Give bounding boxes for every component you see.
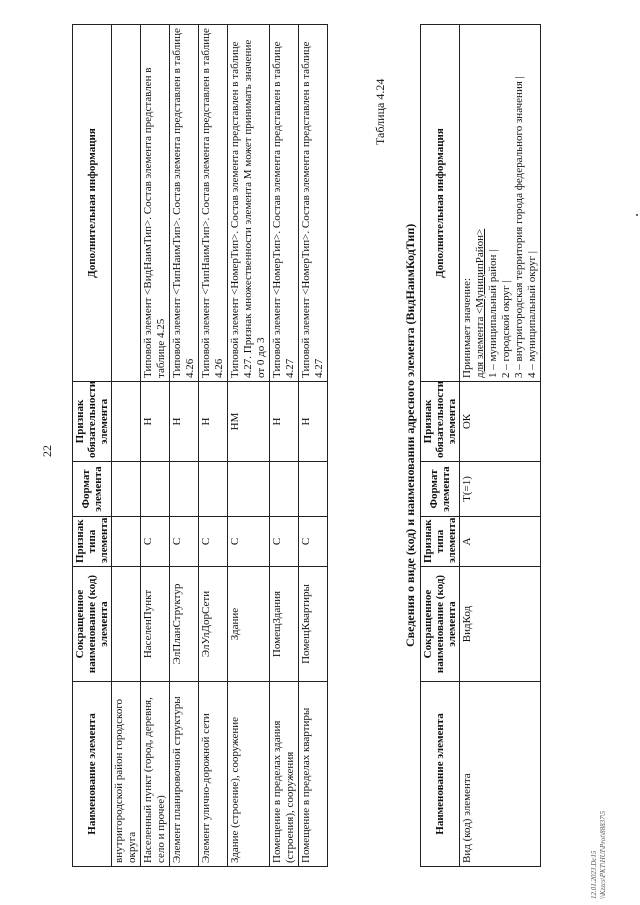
section-title: Сведения о виде (код) и наименовании адресного элемента (ВидНаимКодТип) [403, 223, 417, 647]
table-view-name-code [420, 24, 541, 867]
cell-code: ЭлПланСтруктур [170, 567, 199, 682]
cell-required: Н [141, 382, 170, 462]
cell-info: Типовой элемент <НомерТип>. Состав элемента представлен в таблице 4.27 [270, 25, 299, 382]
col-header-type: Признак типа элемента [73, 517, 112, 567]
cell-info [460, 25, 541, 382]
col-header-info: Дополнительная информация [421, 25, 460, 382]
cell-format [112, 462, 141, 517]
cell-type: С [299, 517, 328, 567]
cell-required: ОК [460, 382, 541, 462]
col-header-required: Признак обязательности элемента [73, 382, 112, 462]
cell-code: ВидКод [460, 567, 541, 682]
table-header-row [421, 25, 460, 867]
cell-name: Помещение в пределах квартиры [299, 682, 328, 867]
cell-format [270, 462, 299, 517]
table-header-row [73, 25, 112, 867]
cell-name: внутригородской район городского округа [112, 682, 141, 867]
cell-type: А [460, 517, 541, 567]
table-label: Таблица 4.24 [373, 78, 387, 145]
cell-type: С [199, 517, 228, 567]
cell-code [112, 567, 141, 682]
cell-info: Типовой элемент <ВидНаимТип>. Состав элемента представлен в таблице 4.25 [141, 25, 170, 382]
cell-format [170, 462, 199, 517]
cell-required: Н [199, 382, 228, 462]
table-row [270, 25, 299, 867]
cell-info: Типовой элемент <ТипНаимТип>. Состав элемента представлен в таблице 4.26 [170, 25, 199, 382]
cell-code: Здание [228, 567, 270, 682]
page-number: 22 [40, 445, 54, 457]
info-target: для элемента <МуниципРайон> [474, 228, 486, 378]
cell-info: Типовой элемент <НомерТип>. Состав элемента представлен в таблице 4.27 [299, 25, 328, 382]
cell-name: Элемент планировочной структуры [170, 682, 199, 867]
cell-code: ПомещЗдания [270, 567, 299, 682]
cell-code: ПомещКвартиры [299, 567, 328, 682]
col-header-code: Сокращенное наименование (код) элемента [421, 567, 460, 682]
info-value: 3 – внутригородская территория города федерального значения | [513, 76, 525, 378]
table-row [228, 25, 270, 867]
col-header-code: Сокращенное наименование (код) элемента [73, 567, 112, 682]
cell-code: ЭлУлДорСети [199, 567, 228, 682]
col-header-name: Наименование элемента [73, 682, 112, 867]
col-header-info: Дополнительная информация [73, 25, 112, 382]
cell-name: Элемент улично-дорожной сети [199, 682, 228, 867]
cell-format: T(=1) [460, 462, 541, 517]
cell-name: Помещение в пределах здания (строения), сооружения [270, 682, 299, 867]
table-row [460, 25, 541, 867]
table-row [199, 25, 228, 867]
cell-required: Н [170, 382, 199, 462]
cell-name: Населенный пункт (город, деревня, село и прочее) [141, 682, 170, 867]
document-stamp [590, 811, 608, 899]
cell-name: Вид (код) элемента [460, 682, 541, 867]
info-value: 4 – муниципальный округ | [526, 251, 538, 378]
cell-info: Типовой элемент <ТипНаимТип>. Состав элемента представлен в таблице 4.26 [199, 25, 228, 382]
cell-format [199, 462, 228, 517]
table-row [112, 25, 141, 867]
cell-format [228, 462, 270, 517]
stamp-line: \\Kzzcs\PKT\HUI\Prot\88837\5 [599, 810, 607, 899]
cell-type: С [228, 517, 270, 567]
cell-name: Здание (строение), сооружение [228, 682, 270, 867]
table-row [141, 25, 170, 867]
cell-required [112, 382, 141, 462]
table-address-elements [72, 24, 328, 867]
col-header-type: Признак типа элемента [421, 517, 460, 567]
cell-info [112, 25, 141, 382]
col-header-required: Признак обязательности элемента [421, 382, 460, 462]
cell-type: С [141, 517, 170, 567]
cell-format [141, 462, 170, 517]
table-row [170, 25, 199, 867]
cell-code: НаселенПункт [141, 567, 170, 682]
cell-type: С [270, 517, 299, 567]
info-intro: Принимает значение: [461, 277, 473, 378]
cell-type: С [170, 517, 199, 567]
cell-required: Н [270, 382, 299, 462]
cell-required: Н [299, 382, 328, 462]
stamp-line: 12.01.2023.Dc15 [590, 850, 598, 899]
cell-info: Типовой элемент <НомерТип>. Состав элемента представлен в таблице 4.27. Признак множественности элемента М может принимать значение от 0 до 3 [228, 25, 270, 382]
cell-type [112, 517, 141, 567]
table-row [299, 25, 328, 867]
info-value: 1 – муниципальный район | [487, 249, 499, 378]
col-header-name: Наименование элемента [421, 682, 460, 867]
cell-required: НМ [228, 382, 270, 462]
col-header-format: Формат элемента [73, 462, 112, 517]
cell-format [299, 462, 328, 517]
col-header-format: Формат элемента [421, 462, 460, 517]
info-value: 2 – городской округ | [500, 280, 512, 378]
